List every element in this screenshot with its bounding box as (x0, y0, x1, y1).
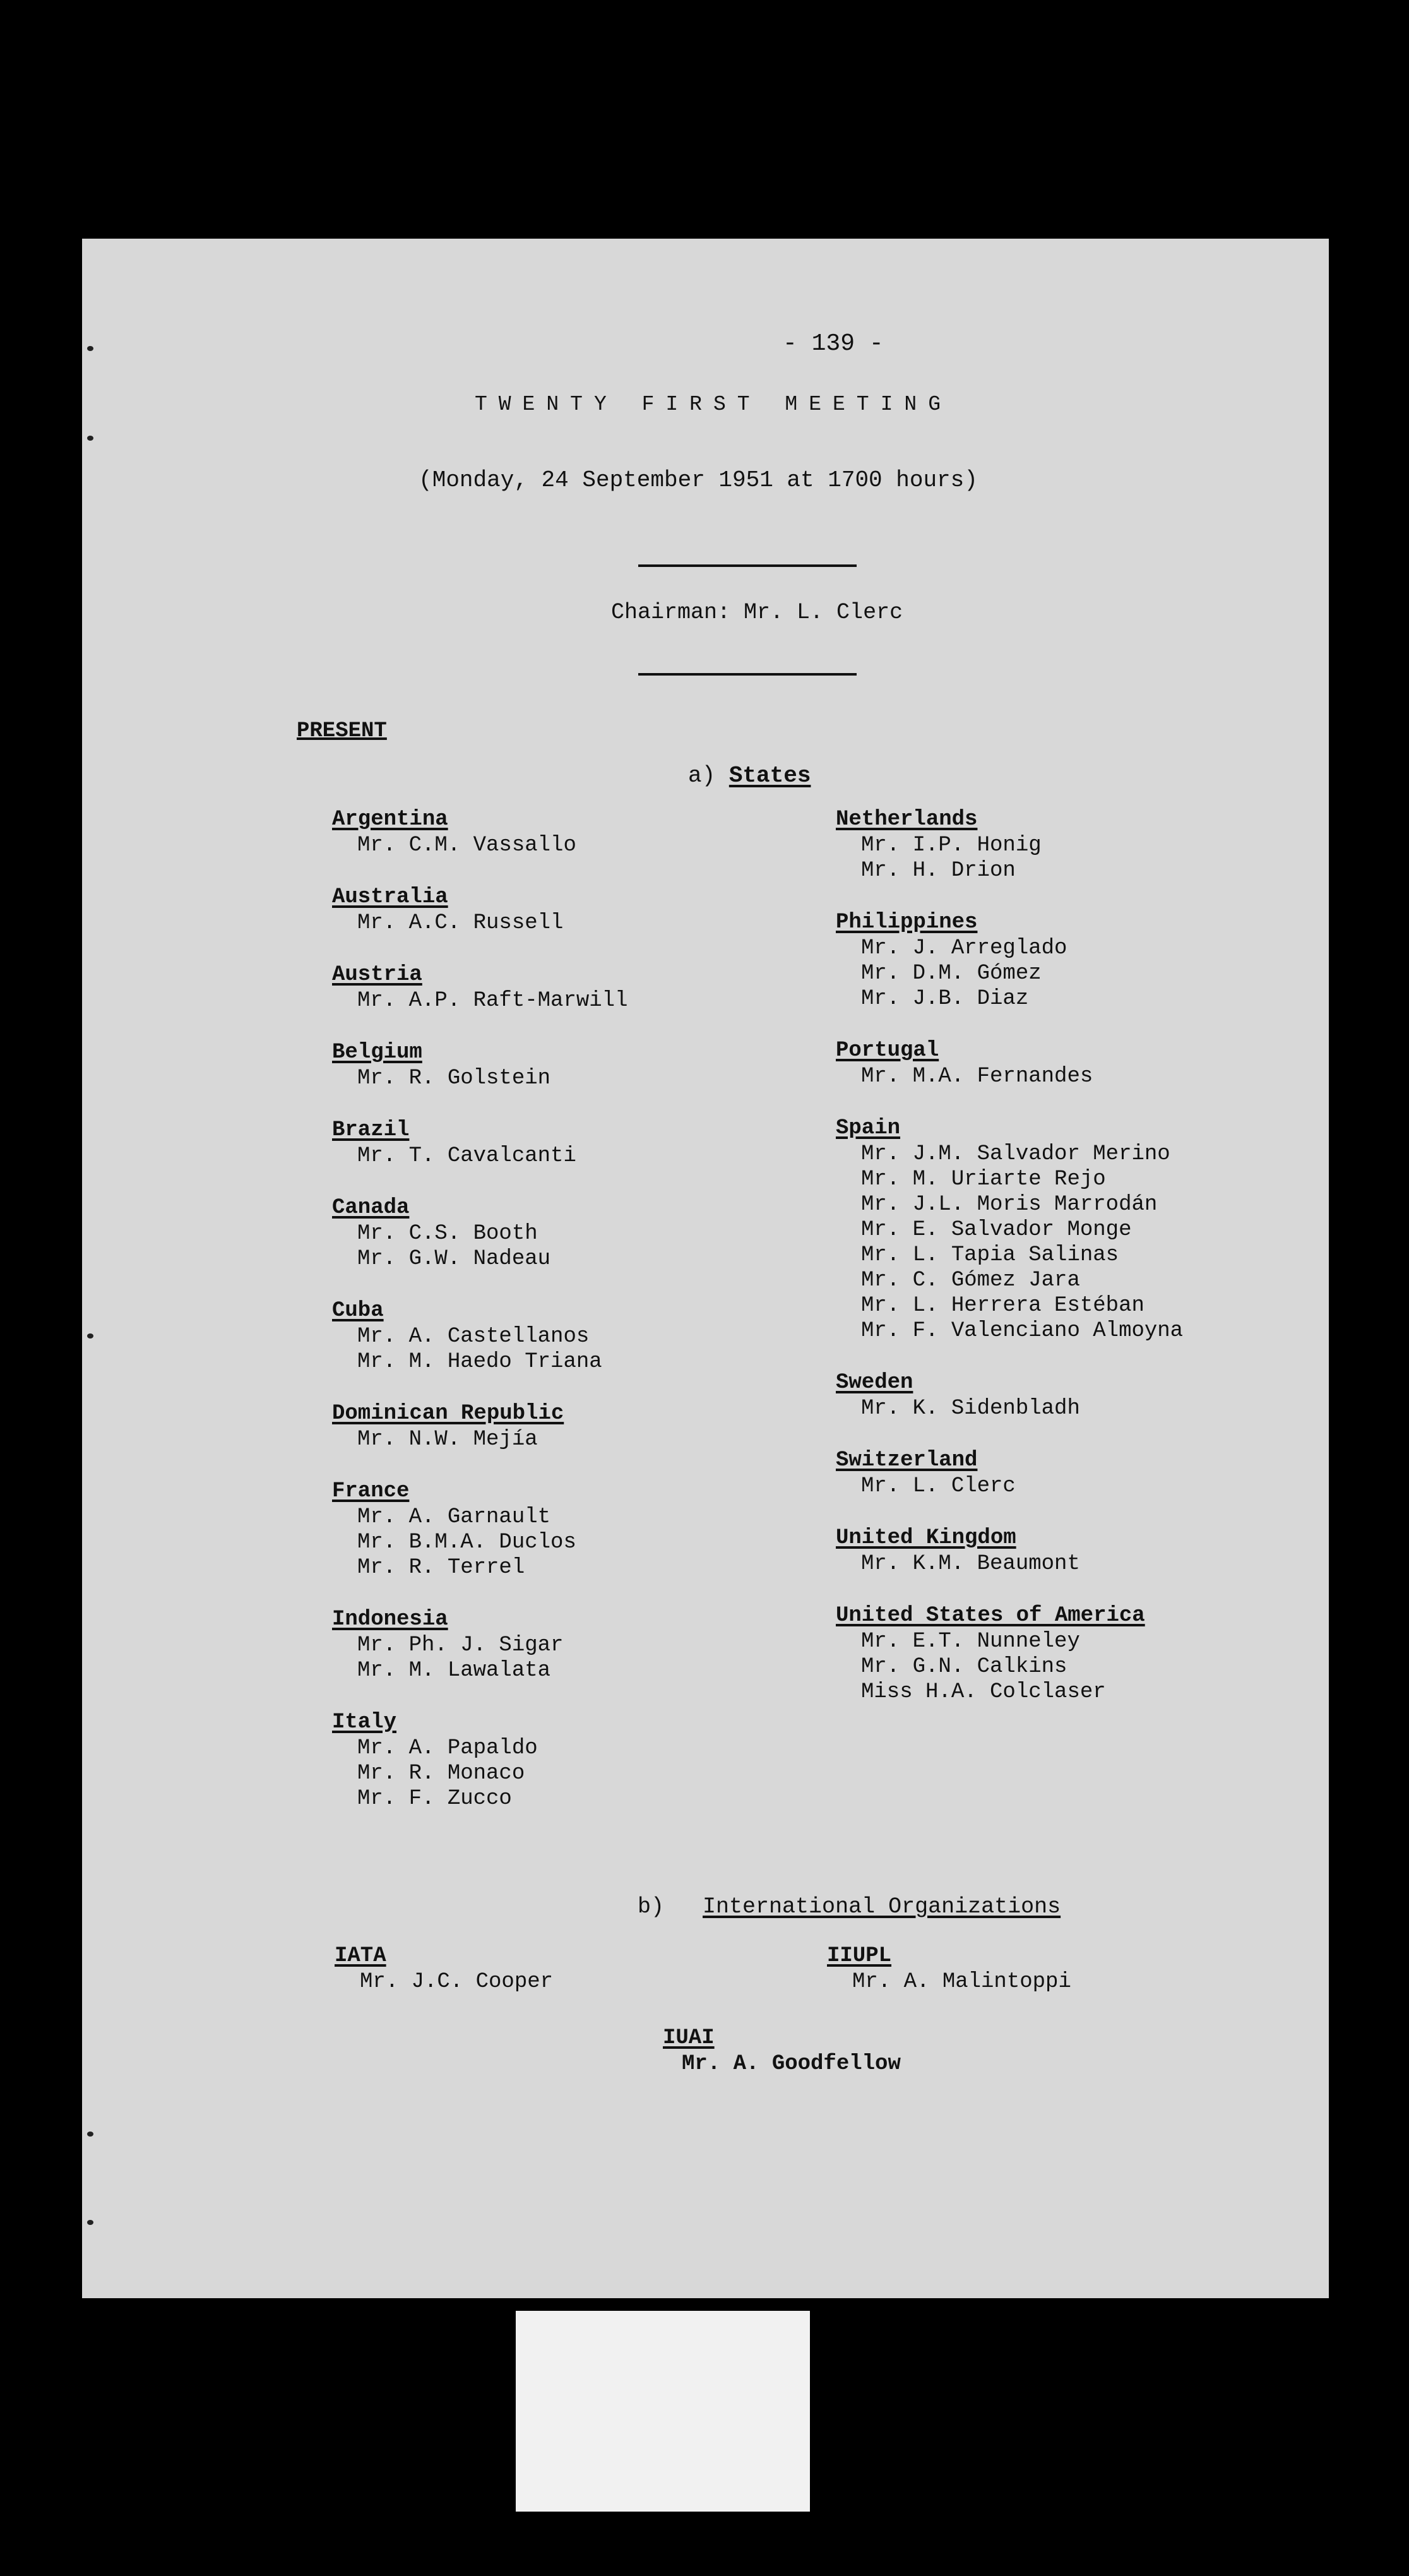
country-group (836, 1116, 1183, 1344)
delegate-name: Mr. L. Clerc (861, 1474, 1016, 1498)
country-name: Italy (332, 1710, 397, 1734)
country-group (836, 910, 1183, 1011)
delegate-name: Mr. J.L. Moris Marrodán (861, 1193, 1158, 1217)
org-delegate: Mr. A. Malintoppi (852, 1970, 1071, 1994)
country-name: Australia (332, 885, 448, 909)
divider-bottom (638, 673, 857, 676)
meeting-title: TWENTY FIRST MEETING (474, 393, 953, 416)
delegate-name: Mr. G.W. Nadeau (357, 1247, 551, 1271)
country-name: Canada (332, 1196, 410, 1220)
org-iiupl (827, 1943, 1071, 1995)
delegate-name: Mr. R. Terrel (357, 1556, 525, 1580)
delegate-name: Mr. J.M. Salvador Merino (861, 1142, 1170, 1166)
country-group (836, 1448, 1183, 1499)
country-group (836, 807, 1183, 883)
delegate-name: Mr. A. Garnault (357, 1505, 551, 1529)
country-name: United States of America (836, 1604, 1145, 1628)
country-group (332, 962, 627, 1013)
country-group (332, 1479, 627, 1580)
document-page (82, 239, 1329, 2298)
country-name: France (332, 1479, 410, 1503)
country-name: Dominican Republic (332, 1402, 564, 1426)
margin-mark (87, 346, 93, 351)
delegate-name: Mr. F. Valenciano Almoyna (861, 1319, 1184, 1343)
divider-top (638, 564, 857, 567)
country-name: United Kingdom (836, 1526, 1016, 1550)
org-iata (335, 1943, 553, 1995)
country-name: Austria (332, 963, 422, 987)
delegate-name: Mr. A.C. Russell (357, 911, 564, 935)
org-name: IIUPL (827, 1944, 892, 1968)
states-heading (688, 763, 811, 789)
country-group (332, 1118, 627, 1169)
country-name: Brazil (332, 1118, 410, 1142)
states-title: States (728, 763, 811, 789)
delegate-name: Mr. R. Golstein (357, 1066, 551, 1090)
country-name: Portugal (836, 1039, 939, 1063)
margin-mark (87, 1333, 93, 1339)
intl-orgs-title: International Organizations (703, 1894, 1061, 1919)
country-group (332, 1401, 627, 1452)
page-number: - 139 - (783, 330, 884, 357)
delegate-name: Mr. E. Salvador Monge (861, 1218, 1132, 1242)
country-name: Switzerland (836, 1448, 978, 1472)
delegate-name: Mr. M. Lawalata (357, 1659, 551, 1683)
states-right-column (836, 807, 1183, 1731)
intl-orgs-heading (638, 1894, 1061, 1920)
country-group (836, 1370, 1183, 1421)
delegate-name: Mr. J. Arreglado (861, 936, 1067, 960)
margin-mark (87, 2132, 93, 2137)
delegate-name: Mr. C.M. Vassallo (357, 833, 576, 857)
org-iuai (663, 2025, 901, 2077)
country-name: Indonesia (332, 1607, 448, 1631)
delegate-name: Mr. J.B. Diaz (861, 987, 1029, 1011)
delegate-name: Mr. B.M.A. Duclos (357, 1530, 576, 1554)
country-group (332, 1607, 627, 1683)
delegate-name: Mr. M. Haedo Triana (357, 1350, 602, 1374)
org-delegate: Mr. J.C. Cooper (360, 1970, 554, 1994)
delegate-name: Mr. G.N. Calkins (861, 1655, 1067, 1679)
delegate-name: Mr. A.P. Raft-Marwill (357, 989, 628, 1013)
country-group (332, 885, 627, 936)
delegate-name: Mr. Ph. J. Sigar (357, 1633, 564, 1657)
delegate-name: Mr. E.T. Nunneley (861, 1630, 1080, 1654)
country-group (332, 1710, 627, 1811)
delegate-name: Mr. C. Gómez Jara (861, 1268, 1080, 1292)
chairman-line: Chairman: Mr. L. Clerc (611, 600, 903, 625)
states-label: a) (688, 763, 716, 789)
delegate-name: Mr. F. Zucco (357, 1787, 512, 1811)
intl-orgs-label: b) (638, 1894, 665, 1919)
country-name: Belgium (332, 1041, 422, 1064)
country-name: Philippines (836, 910, 978, 934)
country-group (836, 1038, 1183, 1089)
delegate-name: Mr. H. Drion (861, 859, 1016, 883)
country-group (332, 1298, 627, 1374)
country-name: Netherlands (836, 808, 978, 832)
org-name: IUAI (663, 2026, 715, 2050)
delegate-name: Mr. D.M. Gómez (861, 962, 1042, 986)
margin-mark (87, 2220, 93, 2225)
org-delegate: Mr. A. Goodfellow (682, 2052, 901, 2076)
delegate-name: Mr. M. Uriarte Rejo (861, 1167, 1106, 1191)
delegate-name: Mr. K. Sidenbladh (861, 1397, 1080, 1421)
delegate-name: Mr. A. Castellanos (357, 1325, 590, 1349)
delegate-name: Mr. L. Tapia Salinas (861, 1243, 1119, 1267)
delegate-name: Mr. C.S. Booth (357, 1222, 538, 1246)
delegate-name: Mr. R. Monaco (357, 1762, 525, 1786)
delegate-name: Mr. K.M. Beaumont (861, 1552, 1080, 1576)
meeting-date: (Monday, 24 September 1951 at 1700 hours) (419, 467, 978, 493)
delegate-name: Mr. N.W. Mejía (357, 1428, 538, 1452)
country-name: Cuba (332, 1299, 384, 1323)
country-name: Spain (836, 1116, 901, 1140)
country-group (332, 807, 627, 858)
country-name: Argentina (332, 808, 448, 832)
country-group (332, 1040, 627, 1091)
delegate-name: Mr. I.P. Honig (861, 833, 1042, 857)
country-name: Sweden (836, 1371, 913, 1395)
states-left-column (332, 807, 627, 1838)
margin-mark (87, 436, 93, 441)
present-heading: PRESENT (297, 719, 387, 743)
color-card (516, 2311, 810, 2512)
country-group (836, 1525, 1183, 1577)
delegate-name: Mr. L. Herrera Estéban (861, 1294, 1144, 1318)
org-name: IATA (335, 1944, 386, 1968)
delegate-name: Miss H.A. Colclaser (861, 1680, 1106, 1704)
delegate-name: Mr. T. Cavalcanti (357, 1144, 576, 1168)
country-group (332, 1195, 627, 1272)
country-group (836, 1603, 1183, 1705)
delegate-name: Mr. A. Papaldo (357, 1736, 538, 1760)
delegate-name: Mr. M.A. Fernandes (861, 1064, 1093, 1088)
